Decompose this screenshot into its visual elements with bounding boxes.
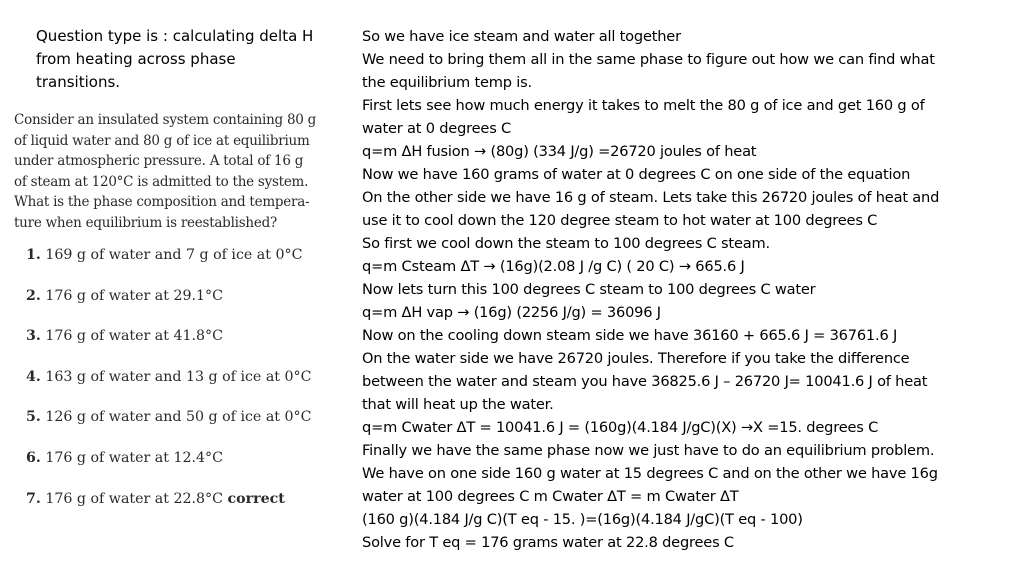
solution-line: q=m ΔH vap → (16g) (2256 J/g) = 36096 J	[362, 304, 661, 321]
choice-number: 2.	[26, 287, 41, 304]
stem-line: ture when equilibrium is reestablished?	[14, 214, 277, 231]
solution-line: First lets see how much energy it takes to melt the 80 g of ice and get 160 g of	[362, 97, 925, 114]
solution-line: use it to cool down the 120 degree steam to hot water at 100 degrees C	[362, 212, 878, 229]
stem-line: of steam at 120°C is admitted to the system.	[14, 173, 309, 190]
solution-line: Now on the cooling down steam side we have 36160 + 665.6 J = 36761.6 J	[362, 327, 898, 344]
choice-number: 3.	[26, 328, 41, 345]
choice-number: 1.	[26, 247, 41, 263]
choice-text: 169 g of water and 7 g of ice at 0°C	[45, 247, 303, 263]
choice-text: 176 g of water at 12.4°C	[45, 449, 224, 466]
solution-line: Finally we have the same phase now we just have to do an equilibrium problem.	[362, 442, 935, 459]
solution-line: between the water and steam you have 36825.6 J – 26720 J= 10041.6 J of heat	[362, 373, 928, 390]
stem-line: What is the phase composition and tempera-	[14, 194, 310, 210]
choice-number: 6.	[26, 449, 41, 466]
choice-text: 176 g of water at 22.8°C	[45, 490, 224, 507]
solution-line: (160 g)(4.184 J/g C)(T eq - 15. )=(16g)(4.184 J/gC)(T eq - 100)	[362, 511, 803, 528]
answer-choice	[26, 448, 362, 468]
problem-stem	[14, 110, 362, 233]
solution-line: So first we cool down the steam to 100 degrees C steam.	[362, 235, 770, 252]
question-type-note	[36, 25, 336, 94]
solution-line: q=m ΔH fusion → (80g) (334 J/g) =26720 joules of heat	[362, 143, 757, 160]
solution-line: q=m Cwater ΔT = 10041.6 J = (160g)(4.184 J/gC)(X) →X =15. degrees C	[362, 419, 879, 436]
solution-work	[362, 25, 1012, 554]
problem-statement	[14, 110, 362, 529]
choice-number: 4.	[26, 368, 41, 385]
answer-choice	[26, 245, 362, 265]
solution-line: q=m Csteam ΔT → (16g)(2.08 J /g C) ( 20 C) → 665.6 J	[362, 258, 745, 275]
answer-choice-correct	[26, 489, 362, 509]
answer-choice	[26, 367, 362, 387]
solution-line: Now lets turn this 100 degrees C steam to 100 degrees C water	[362, 281, 816, 298]
question-type-line: transitions.	[36, 73, 121, 91]
solution-line: We need to bring them all in the same phase to figure out how we can find what	[362, 51, 935, 68]
solution-line: On the water side we have 26720 joules. Therefore if you take the difference	[362, 350, 910, 367]
choice-text: 163 g of water and 13 g of ice at 0°C	[45, 368, 312, 385]
answer-choice	[26, 407, 362, 427]
solution-line: We have on one side 160 g water at 15 degrees C and on the other we have 16g	[362, 465, 938, 482]
solution-line: On the other side we have 16 g of steam. Lets take this 26720 joules of heat and	[362, 189, 940, 206]
choice-number: 5.	[26, 409, 41, 426]
solution-line: So we have ice steam and water all together	[362, 28, 681, 45]
answer-choice	[26, 326, 362, 346]
correct-label: correct	[227, 490, 285, 507]
answer-choice	[26, 286, 362, 306]
solution-line: the equilibrium temp is.	[362, 74, 532, 91]
question-type-line: Question type is : calculating delta H	[36, 27, 314, 45]
solution-line: water at 0 degrees C	[362, 120, 512, 137]
choice-text: 176 g of water at 41.8°C	[45, 328, 224, 345]
stem-line: of liquid water and 80 g of ice at equilibrium	[14, 132, 310, 149]
choice-text: 126 g of water and 50 g of ice at 0°C	[45, 409, 312, 426]
solution-line: Solve for T eq = 176 grams water at 22.8 degrees C	[362, 534, 734, 551]
stem-line: Consider an insulated system containing 80 g	[14, 112, 317, 128]
stem-line: under atmospheric pressure. A total of 16 g	[14, 153, 304, 169]
solution-line: Now we have 160 grams of water at 0 degrees C on one side of the equation	[362, 166, 911, 183]
question-type-line: from heating across phase	[36, 50, 236, 68]
solution-line: water at 100 degrees C m Cwater ΔT = m Cwater ΔT	[362, 488, 739, 505]
solution-line: that will heat up the water.	[362, 396, 554, 413]
choice-text: 176 g of water at 29.1°C	[45, 287, 224, 304]
choice-number: 7.	[26, 490, 41, 507]
